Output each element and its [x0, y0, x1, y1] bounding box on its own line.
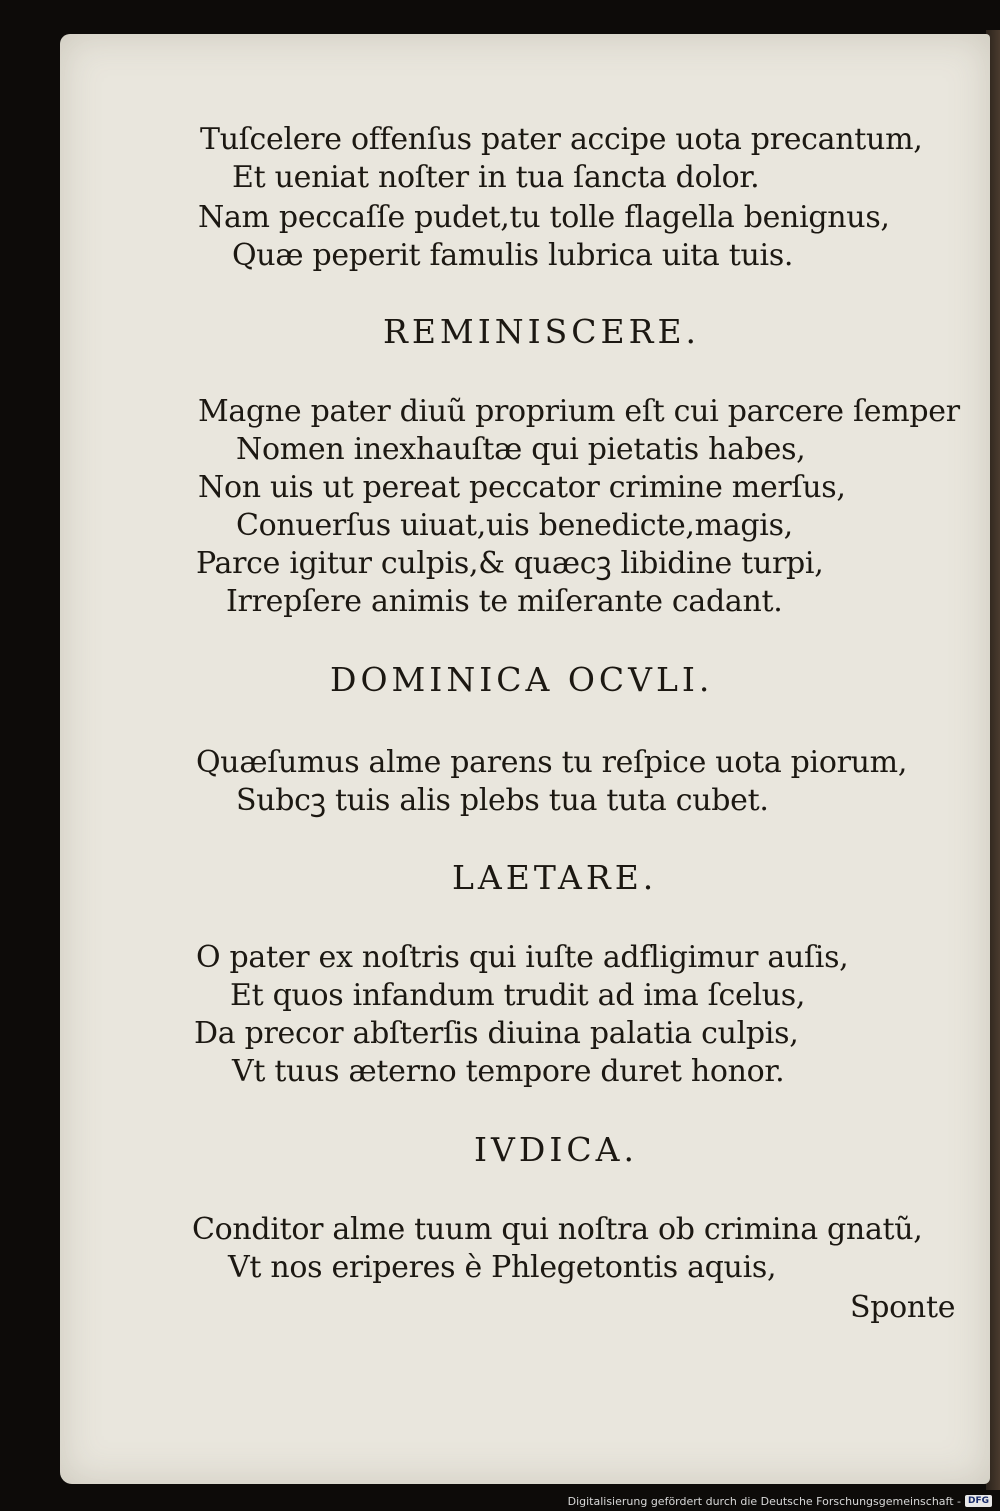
verse-line: Et quos infandum trudit ad ima ſcelus, — [230, 978, 806, 1013]
verse-line: Quæſumus alme parens tu reſpice uota piorum, — [196, 745, 908, 780]
verse-line: Vt nos eriperes è Phlegetontis aquis, — [228, 1250, 777, 1285]
verse-line: Vt tuus æterno tempore duret honor. — [232, 1054, 785, 1089]
dfg-logo-icon: DFG — [965, 1495, 992, 1507]
section-heading: REMINISCERE. — [383, 312, 701, 351]
verse-line: Parce igitur culpis,& quæcꝫ libidine turpi, — [196, 546, 824, 581]
verse-line: Da precor abſterſis diuina palatia culpis, — [194, 1016, 799, 1051]
verse-line: O pater ex noſtris qui iuſte adfligimur auſis, — [196, 940, 849, 975]
verse-line: Non uis ut pereat peccator crimine merſus, — [198, 470, 846, 505]
section-heading: IVDICA. — [474, 1130, 638, 1169]
verse-line: Conditor alme tuum qui noſtra ob crimina gnatũ, — [192, 1212, 923, 1247]
verse-line: Nomen inexhauſtæ qui pietatis habes, — [236, 432, 806, 467]
verse-line: Quæ peperit famulis lubrica uita tuis. — [232, 238, 794, 273]
section-heading: DOMINICA OCVLI. — [330, 660, 714, 699]
verse-line: Irrepſere animis te miſerante cadant. — [226, 584, 783, 619]
verse-line: Nam peccaſſe pudet,tu tolle flagella benignus, — [198, 200, 890, 235]
digitization-credit — [568, 1493, 992, 1509]
catchword: Sponte — [850, 1290, 956, 1325]
section-heading: LAETARE. — [452, 858, 658, 897]
verse-line: Et ueniat noſter in tua ſancta dolor. — [232, 160, 760, 195]
credit-text: Digitalisierung gefördert durch die Deutsche Forschungsgemeinschaft - — [567, 1494, 961, 1508]
verse-line: Tuſcelere offenſus pater accipe uota precantum, — [200, 122, 923, 157]
verse-line: Conuerſus uiuat,uis benedicte,magis, — [236, 508, 793, 543]
verse-line: Subcꝫ tuis alis plebs tua tuta cubet. — [236, 783, 769, 818]
verse-line: Magne pater diuũ proprium eſt cui parcere ſemper — [198, 394, 960, 429]
